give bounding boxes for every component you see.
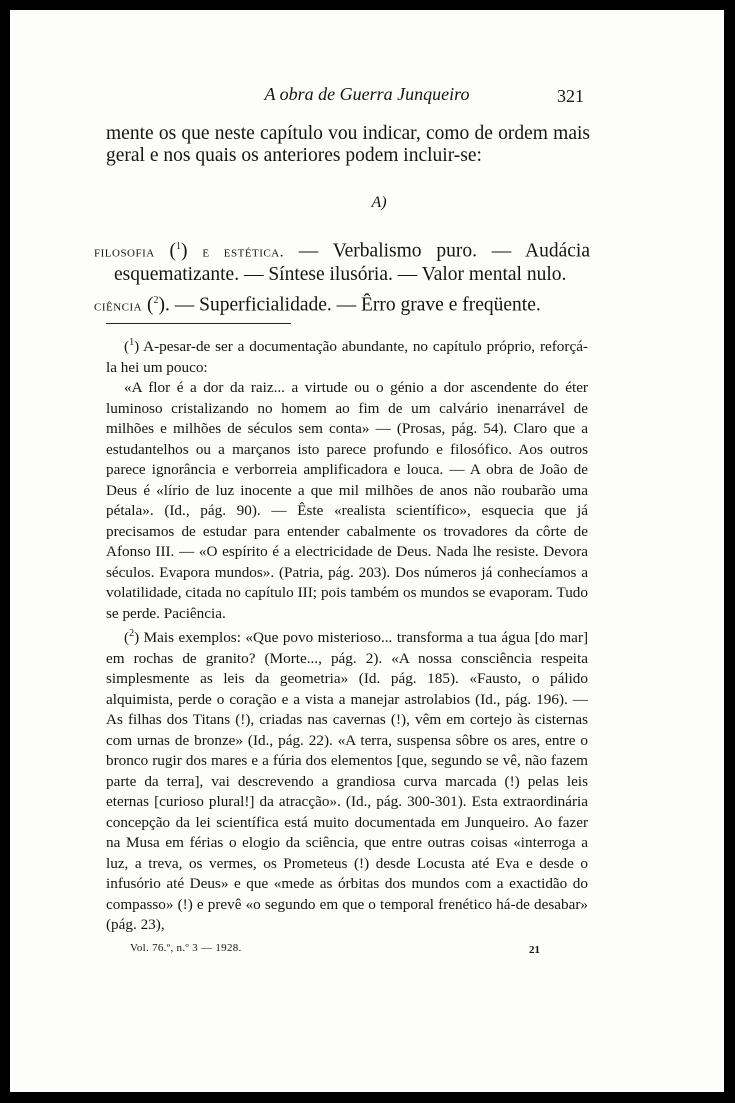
footnote-1: ($^1$) A-pesar-de ser a documentação abundante, no capítulo próprio, reforçá-la hei um pouco: (106, 337, 588, 376)
footnote-text: A-pesar-de ser a documentação abundante, no capítulo próprio, reforçá-la hei um pouco: (106, 338, 588, 376)
thesis-separator: e estética. (202, 244, 284, 261)
volume-line: Vol. 76.º, n.º 3 — 1928. (130, 942, 242, 954)
footnote-number: 2 (129, 628, 135, 640)
intro-paragraph: mente os que neste capítulo vou indicar, como de ordem mais geral e nos quais os anteriores podem incluir-se: (106, 123, 590, 166)
footnote-2: ($^2$) Mais exemplos: «Que povo misterioso... transforma a tua água [do mar] em rochas de granito? (Morte..., pág. 2). «A nossa consciência respeita simplesmente as leis da geometria» (Id. pág. 185). «Fausto, o pálido alquimista, perde o coração e a vista a manejar astrolabios (Id., pág. 196). — As filhas dos Titans (!), criadas nas cavernas (!), vêm em cortejo às cisternas com urnas de bronze» (Id., pág. 22). «A terra, suspensa sôbre os ares, entre o bronco rugir dos mares e a fúria dos elementos [que, segundo se vê, não fazem parte da terra], vai descrevendo a grandiosa curva marcada (!) pelas leis eternas [curioso plural!] da atracção». (Id., pág. 300-301). Esta extraordinária concepção da lei scientífica está muito documentada em Junqueiro. Ao fazer na Musa em férias o elogio da sciência, que entre outras coisas «interroga a luz, a treva, os vermes, os Prometeus (!) desde Locusta até Eva e desde o infusório até Deus» e que «mede as órbitas dos mundos com a exactidão do compasso» (!) e prevê «o segundo em que o temporal frenético há-de desabar» (pág. 23), (106, 628, 589, 934)
footnotes (106, 333, 588, 936)
page-number: 321 (557, 86, 584, 106)
thesis-separator: . (164, 294, 170, 315)
footnote-1-quote: «A flor é a dor da raiz... a virtude ou o génio a dor ascendente do éter luminoso cristalizando no homem ao fim de um calvário inenarrável de milhões e milhões de séculos sem conta» — (Prosas, pág. 54). Claro que a estudantelhos ou a marçanos isto parece profundo e filosófico. Aos outros parece ignorância e verborreia amplificadora e louca. — A obra de João de Deus é «lírio de luz inocente a que mil milhões de anos não roubarão uma pétala». (Id., pág. 90). — Êste «realista scientífico», esquecia que já precisamos de estudar para entender cabalmente os trovadores da côrte de Afonso III. — «O espírito é a electricidade de Deus. Nada lhe resiste. Devora séculos. Evapora mundos». (Patria, pág. 203). Dos números já conhecíamos a volatilidade, citada no capítulo III; pois também os mundos se evaporam. Tudo se perde. Paciência. (106, 379, 588, 622)
thesis-label: ciência (94, 298, 143, 314)
footnote-ref: 2 (153, 294, 159, 306)
footnote-number: 1 (129, 337, 135, 348)
footnote-text: Mais exemplos: «Que povo misterioso... transforma a tua água [do mar] em rochas de granito? (Morte..., pág. 2). «A nossa consciência respeita simplesmente as leis da geometria» (Id. pág. 185). «Fausto, o pálido alquimista, perde o coração e a vista a manejar astrolabios (Id., pág. 196). — As filhas dos Titans (!), criadas nas cavernas (!), vêm em cortejo às cisternas com urnas de bronze» (Id., pág. 22). «A terra, suspensa sôbre os ares, entre o bronco rugir dos mares e a fúria dos elementos [que, segundo se vê, não fazem parte da terra], vai descrevendo a grandiosa curva marcada (!) pelas leis eternas [curioso plural!] da atracção». (Id., pág. 300-301). Esta extraordinária concepção da lei scientífica está muito documentada em Junqueiro. Ao fazer na Musa em férias o elogio da sciência, que entre outras coisas «interroga a luz, a treva, os vermes, os Prometeus (!) desde Locusta até Eva e desde o infusório até Deus» e que «mede as órbitas dos mundos com a exactidão do compasso» (!) e prevê «o segundo em que o temporal frenético há-de desabar» (pág. 23), (106, 629, 589, 934)
document-page (10, 10, 724, 1092)
signature-mark: 21 (529, 944, 540, 956)
footnote-ref: 1 (176, 241, 182, 252)
running-title: A obra de Guerra Junqueiro (264, 84, 470, 104)
thesis-ciencia: ciência ($^2$). — Superficialidade. — Êrro grave e freqüente. (94, 294, 541, 315)
thesis-label: filosofia (94, 244, 155, 261)
footnote-rule (106, 323, 291, 324)
thesis-filosofia: filosofia ($^1$) e estética. — Verbalismo puro. — Audácia esquematizante. — Síntese ilusória. — Valor mental nulo. (94, 240, 590, 285)
thesis-text: — Verbalismo puro. — Audácia esquematizante. — Síntese ilusória. — Valor mental nulo. (114, 240, 590, 285)
thesis-text: — Superficialidade. — Êrro grave e freqüente. (174, 294, 541, 315)
section-marker: A) (371, 194, 387, 211)
theses-block (94, 236, 590, 321)
